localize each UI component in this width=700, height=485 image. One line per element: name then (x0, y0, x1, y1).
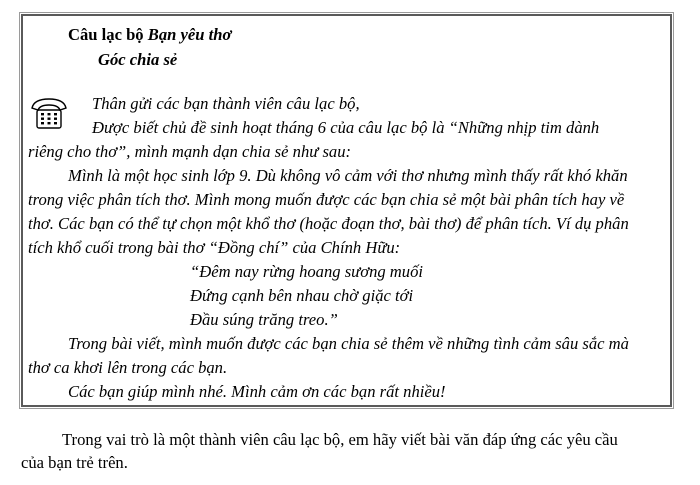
club-title-prefix: Câu lạc bộ (68, 25, 148, 44)
club-name: Bạn yêu thơ (147, 25, 232, 44)
telephone-icon (30, 96, 68, 130)
letter-line: thơ. Các bạn có thể tự chọn một khổ thơ (hoặc đoạn thơ, bài thơ) để phân tích. Ví dụ phân (28, 214, 629, 233)
letter-line: trong việc phân tích thơ. Mình mong muốn được các bạn chia sẻ một bài phân tích hay về (28, 190, 625, 209)
club-title (68, 25, 231, 45)
letter-closing: Các bạn giúp mình nhé. Mình cảm ơn các bạn rất nhiều! (68, 382, 446, 401)
letter-line: Trong bài viết, mình muốn được các bạn chia sẻ thêm về những tình cảm sâu sắc mà (68, 334, 629, 353)
section-title: Góc chia sẻ (98, 50, 178, 69)
letter-greeting: Thân gửi các bạn thành viên câu lạc bộ, (92, 94, 360, 113)
letter-line: thơ ca khơi lên trong các bạn. (28, 358, 228, 377)
letter-line: riêng cho thơ”, mình mạnh dạn chia sẻ như sau: (28, 142, 352, 161)
letter-line: Mình là một học sinh lớp 9. Dù không vô cảm với thơ nhưng mình thấy rất khó khăn (68, 166, 628, 185)
poem-line: Đầu súng trăng treo.” (190, 310, 338, 329)
task-line: Trong vai trò là một thành viên câu lạc bộ, em hãy viết bài văn đáp ứng các yêu cầu (62, 430, 618, 449)
poem-line: “Đêm nay rừng hoang sương muối (190, 262, 423, 281)
letter-line: Được biết chủ đề sinh hoạt tháng 6 của câu lạc bộ là “Những nhịp tim dành (92, 118, 600, 137)
task-line: của bạn trẻ trên. (21, 453, 128, 472)
poem-line: Đứng cạnh bên nhau chờ giặc tới (190, 286, 414, 305)
letter-line: tích khổ cuối trong bài thơ “Đồng chí” của Chính Hữu: (28, 238, 401, 257)
